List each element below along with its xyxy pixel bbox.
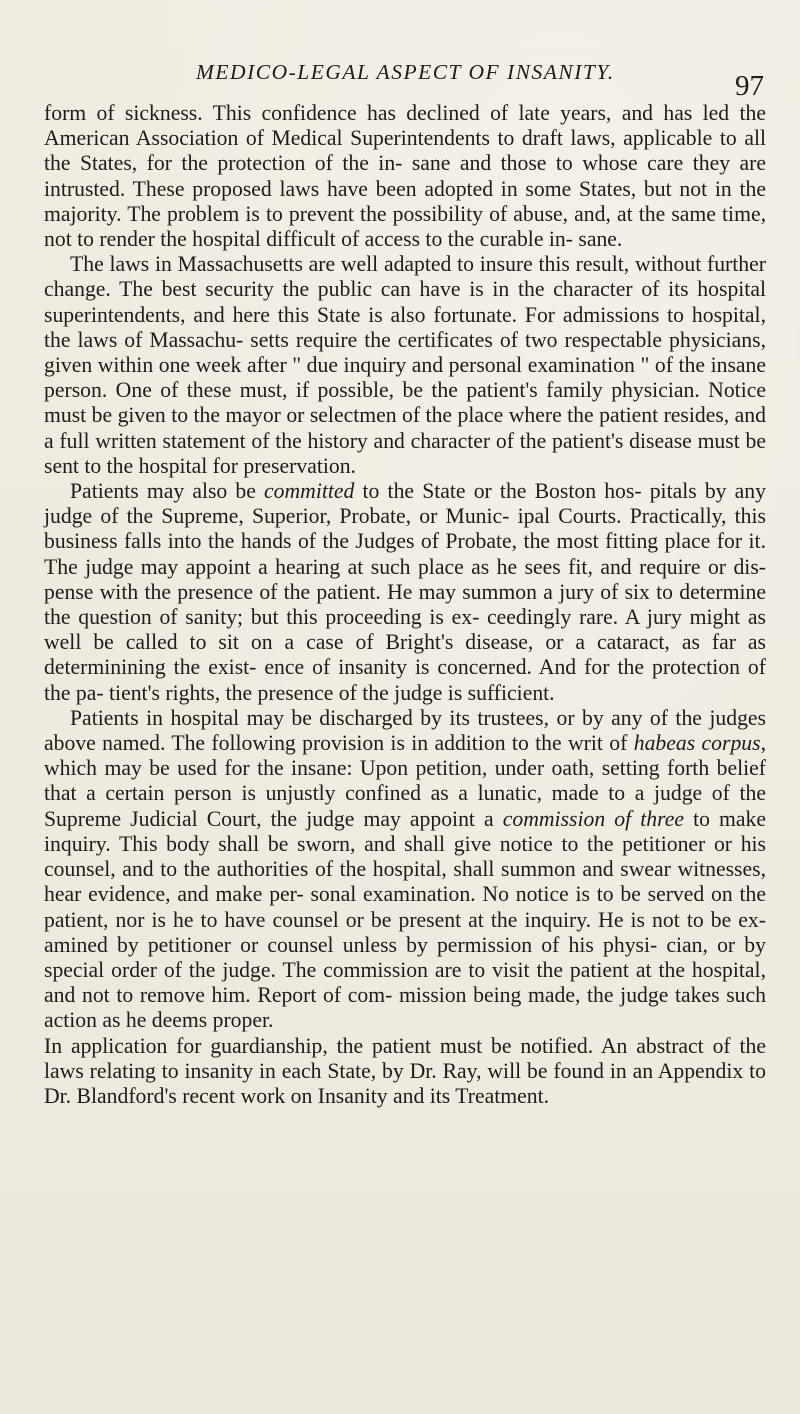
paragraph-5: In application for guardianship, the patient must be notified. An abstract of the laws relating to insanity in each State, by Dr. Ray, will be found in an Appendix to Dr. Blandford's recent work on Insanity and its Treatment.	[44, 1033, 766, 1108]
paragraph-4-text-middle: , which may be used for the insane: Upon petition, under oath, setting forth belief that a certain person is unjustly confined as a lunatic, made to a judge of the Supreme Judicial Court, the judge may appoint a	[44, 731, 766, 831]
running-head: MEDICO-LEGAL ASPECT OF INSANITY.	[196, 60, 615, 84]
paragraph-3	[44, 479, 766, 706]
paragraph-3-emphasis: committed	[264, 479, 355, 504]
paragraph-3-text-before: Patients may also be	[70, 479, 265, 504]
body-text	[44, 101, 766, 1109]
paragraph-2: The laws in Massachusetts are well adapted to insure this result, without further change. The best security the public can have is in the character of its hospital superintendents, and here this State is also fortunate. For admissions to hospital, the laws of Massachu- setts require the certificates of two respectable physicians, given within one week after " due inquiry and personal examination " of the insane person. One of these must, if possible, be the patient's family physician. Notice must be given to the mayor or selectmen of the place where the patient resides, and a full written statement of the history and character of the patient's disease must be sent to the hospital for preservation.	[44, 252, 766, 478]
paragraph-4-emphasis-2: commission of three	[502, 806, 684, 831]
paragraph-1: form of sickness. This confidence has declined of late years, and has led the American Association of Medical Superintendents to draft laws, applicable to all the States, for the protection of the in- sane and those to whose care they are intrusted. These proposed laws have been adopted in some States, but not in the majority. The problem is to prevent the possibility of abuse, and, at the same time, not to render the hospital difficult of access to the curable in- sane.	[44, 101, 766, 252]
page-number: 97	[735, 70, 764, 102]
paragraph-4-text-before: Patients in hospital may be discharged by its trustees, or by any of the judges above named. The following provision is in addition to the writ of	[44, 705, 766, 756]
paragraph-3-text-after: to the State or the Boston hos- pitals by any judge of the Supreme, Superior, Probate, or Munic- ipal Courts. Practically, this business falls into the hands of the Judges of Probate, the most fitting place for it. The judge may appoint a hearing at such place as he sees fit, and require or dis- pense with the presence of the patient. He may summon a jury of six to determine the question of sanity; but this proceeding is ex- ceedingly rare. A jury might as well be called to sit on a case of Bright's disease, or a cataract, as far as determinining the exist- ence of insanity is concerned. And for the protection of the pa- tient's rights, the presence of the judge is sufficient.	[44, 479, 766, 705]
paragraph-4	[44, 706, 766, 1034]
paragraph-4-text-after: to make inquiry. This body shall be sworn, and shall give notice to the petitioner or his counsel, and to the authorities of the hospital, shall summon and swear witnesses, hear evidence, and make per- sonal examination. No notice is to be served on the patient, nor is he to have counsel or be present at the inquiry. He is not to be ex- amined by petitioner or counsel unless by permission of his physi- cian, or by special order of the judge. The commission are to visit the patient at the hospital, and not to remove him. Report of com- mission being made, the judge takes such action as he deems proper.	[44, 806, 766, 1033]
paragraph-4-emphasis: habeas corpus	[633, 731, 761, 756]
